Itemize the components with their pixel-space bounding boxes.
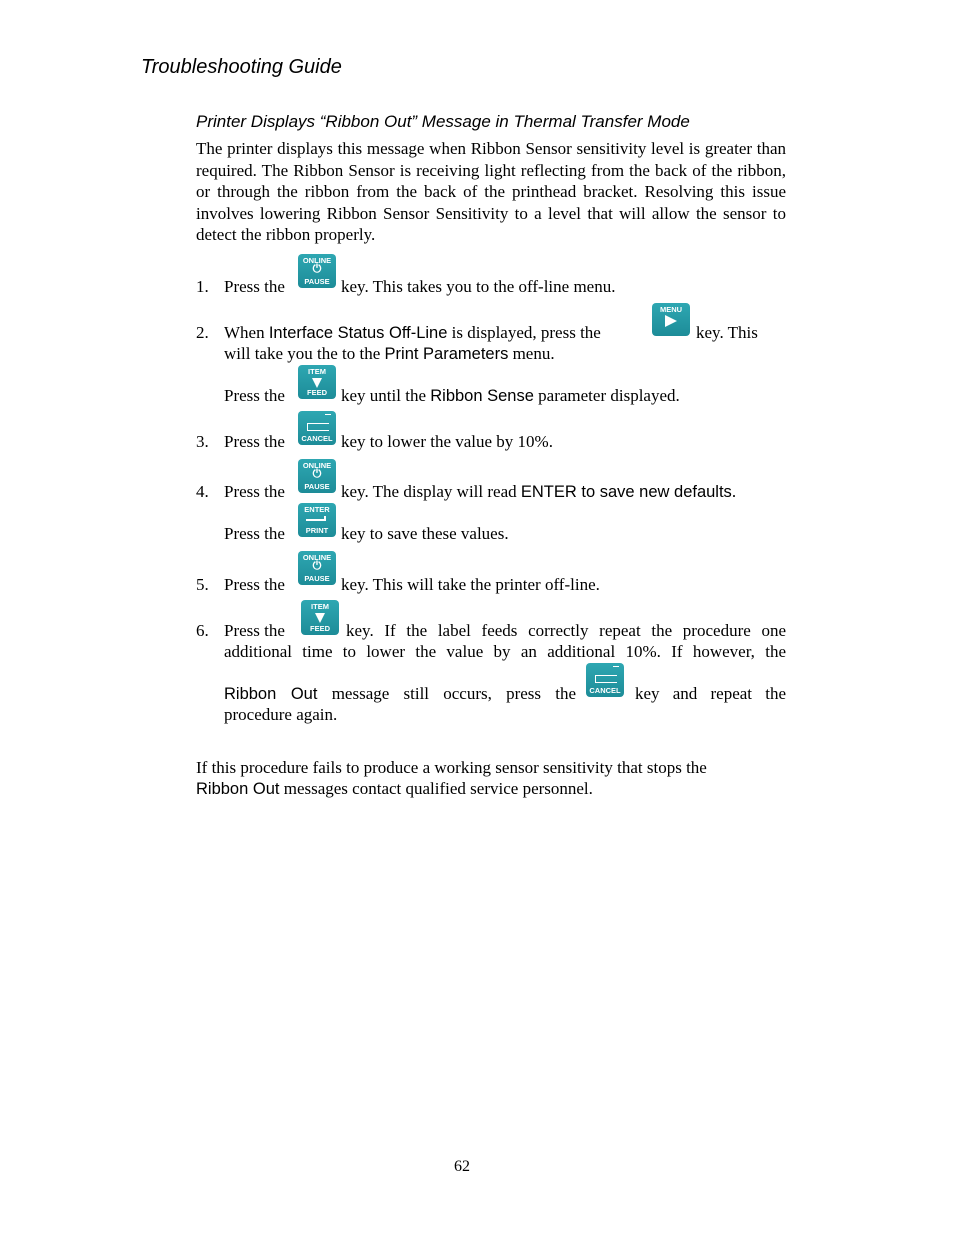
page-header-title: Troubleshooting Guide (141, 56, 342, 78)
step-2-text-after: key. This (696, 323, 758, 342)
step-1-number: 1. (196, 277, 209, 296)
step-1-text-before: Press the (224, 277, 285, 296)
item-feed-key-icon: ITEM FEED (298, 365, 336, 399)
item-feed-key-icon: ITEM FEED (301, 600, 339, 635)
step-2-line-1: When Interface Status Off-Line is displayed, press the (224, 323, 601, 342)
menu-key-icon: MENU (652, 303, 690, 336)
section-title: Printer Displays “Ribbon Out” Message in Thermal Transfer Mode (196, 112, 690, 131)
step-6-number: 6. (196, 621, 209, 640)
step-4b-text-after: key to save these values. (341, 524, 509, 543)
step-3-number: 3. (196, 432, 209, 451)
cancel-key-icon: CANCEL (586, 663, 624, 697)
online-pause-key-icon: ONLINE ⏻ PAUSE (298, 459, 336, 493)
step-4b-text-before: Press the (224, 524, 285, 543)
cancel-key-icon: CANCEL (298, 411, 336, 445)
step-6-line-4: procedure again. (224, 705, 338, 724)
step-6-line-3-end: key and repeat the (635, 684, 786, 703)
step-4-text-before: Press the (224, 482, 285, 501)
step-6-text-before: Press the (224, 621, 285, 640)
intro-paragraph: The printer displays this message when Ribbon Sensor sensitivity level is greater than required. The Ribbon Sensor is receiving light reflecting from the back of the ribbon, or through the ribbon from the back of the printhead bracket. Resolving this issue involves lowering Ribbon Sensor Sensitivity to a level that will allow the sensor to detect the ribbon properly. (196, 139, 786, 245)
closing-line-1: If this procedure fails to produce a working sensor sensitivity that stops the (196, 758, 707, 777)
step-5-number: 5. (196, 575, 209, 594)
step-6-text-after: key. If the label feeds correctly repeat the procedure one (346, 621, 786, 640)
step-3-text-before: Press the (224, 432, 285, 451)
step-1-text-after: key. This takes you to the off-line menu. (341, 277, 616, 296)
step-3-text-after: key to lower the value by 10%. (341, 432, 553, 451)
online-pause-key-icon: ONLINE ⏻ PAUSE (298, 254, 336, 288)
step-2-number: 2. (196, 323, 209, 342)
step-2-line-2: will take you the to the Print Parameters menu. (224, 344, 555, 363)
step-2b-text-before: Press the (224, 386, 285, 405)
step-4-number: 4. (196, 482, 209, 501)
page-number: 62 (454, 1158, 470, 1175)
step-2b-text-after: key until the Ribbon Sense parameter displayed. (341, 386, 680, 405)
closing-line-2: Ribbon Out messages contact qualified service personnel. (196, 779, 593, 798)
step-6-line-3: Ribbon Out message still occurs, press the (224, 684, 577, 703)
step-4-text-after: key. The display will read ENTER to save new defaults. (341, 482, 737, 501)
step-5-text-after: key. This will take the printer off-line. (341, 575, 600, 594)
step-5-text-before: Press the (224, 575, 285, 594)
step-6-line-2: additional time to lower the value by an additional 10%. If however, the (224, 642, 786, 661)
online-pause-key-icon: ONLINE ⏻ PAUSE (298, 551, 336, 585)
enter-print-key-icon: ENTER PRINT (298, 503, 336, 537)
